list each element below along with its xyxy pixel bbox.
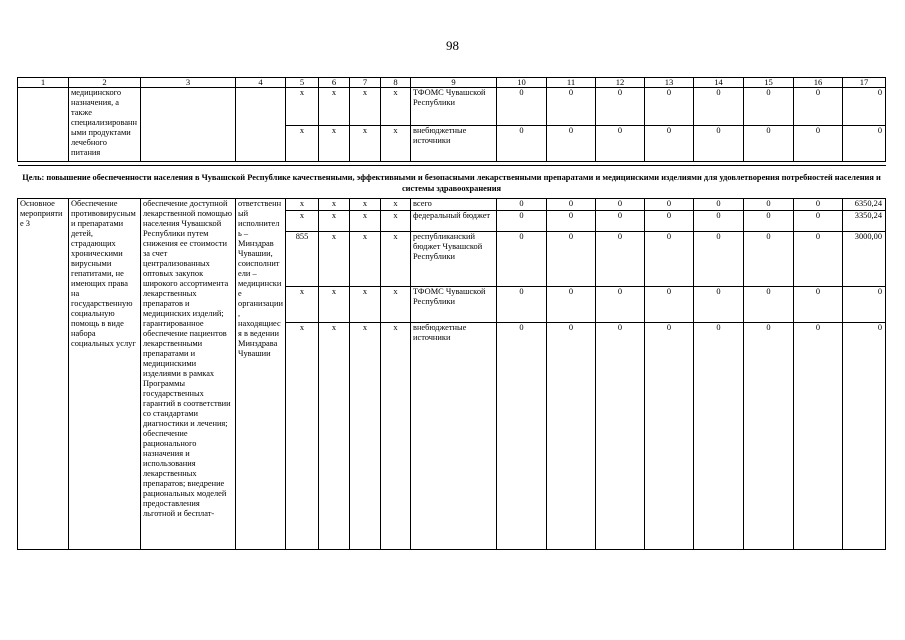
year-value-cell: 0	[547, 88, 596, 126]
column-number: 9	[411, 78, 497, 88]
year-value-cell: 0	[744, 88, 794, 126]
year-value-cell: 6350,24	[843, 199, 886, 211]
column-number: 2	[69, 78, 141, 88]
year-value-cell: 0	[547, 287, 596, 323]
activity-status-cell: Основное мероприятие 3	[18, 199, 69, 550]
column-number-row	[18, 78, 886, 88]
year-value-cell: 0	[694, 126, 744, 162]
budget-code-cell: x	[319, 323, 350, 550]
year-value-cell: 0	[497, 232, 547, 287]
column-number: 11	[547, 78, 596, 88]
column-number: 17	[843, 78, 886, 88]
year-value-cell: 0	[547, 323, 596, 550]
budget-code-cell: x	[350, 199, 381, 211]
funding-source-cell: ТФОМС Чувашской Республики	[411, 88, 497, 126]
budget-code-cell: x	[286, 287, 319, 323]
budget-code-cell: x	[319, 199, 350, 211]
budget-code-cell: x	[381, 323, 411, 550]
year-value-cell: 0	[843, 323, 886, 550]
year-value-cell: 0	[843, 287, 886, 323]
activity-name-cell: Обеспечение противовирусными препаратами детей, страдающих хроническими вирусными гепатитами, не имеющих права на государственную социальную помощь в виде набора социальных услуг	[69, 199, 141, 550]
year-value-cell: 0	[694, 199, 744, 211]
budget-code-cell: x	[286, 126, 319, 162]
year-value-cell: 0	[497, 211, 547, 232]
year-value-cell: 0	[596, 232, 645, 287]
year-value-cell: 0	[794, 126, 843, 162]
funding-source-cell: республиканский бюджет Чувашской Республики	[411, 232, 497, 287]
budget-code-cell: x	[350, 323, 381, 550]
budget-code-cell: x	[319, 211, 350, 232]
column-number: 6	[319, 78, 350, 88]
year-value-cell: 0	[596, 323, 645, 550]
budget-code-cell: x	[350, 287, 381, 323]
budget-code-cell: x	[350, 232, 381, 287]
column-number: 14	[694, 78, 744, 88]
column-number: 10	[497, 78, 547, 88]
budget-code-cell: x	[381, 199, 411, 211]
budget-code-cell: x	[319, 126, 350, 162]
budget-code-cell: x	[286, 323, 319, 550]
budget-code-cell: x	[286, 88, 319, 126]
year-value-cell: 0	[645, 126, 694, 162]
year-value-cell: 0	[694, 287, 744, 323]
year-value-cell: 0	[497, 287, 547, 323]
budget-code-cell: 855	[286, 232, 319, 287]
executor-cell: ответственный исполнитель – Минздрав Чувашии, соисполнители – медицинские организации, находящиеся в ведении Минздрава Чувашии	[236, 199, 286, 550]
column-number: 7	[350, 78, 381, 88]
funding-source-cell: внебюджетные источники	[411, 323, 497, 550]
funding-source-cell: федеральный бюджет	[411, 211, 497, 232]
year-value-cell: 0	[596, 287, 645, 323]
column-number: 15	[744, 78, 794, 88]
funding-source-cell: всего	[411, 199, 497, 211]
funding-source-cell: внебюджетные источники	[411, 126, 497, 162]
year-value-cell: 0	[547, 232, 596, 287]
budget-code-cell: x	[319, 232, 350, 287]
year-value-cell: 0	[497, 323, 547, 550]
budget-code-cell: x	[350, 88, 381, 126]
year-value-cell: 0	[497, 199, 547, 211]
year-value-cell: 0	[645, 88, 694, 126]
executor-cell-empty	[236, 88, 286, 162]
year-value-cell: 0	[794, 232, 843, 287]
year-value-cell: 0	[596, 211, 645, 232]
budget-code-cell: x	[350, 211, 381, 232]
year-value-cell: 0	[596, 88, 645, 126]
year-value-cell: 0	[744, 287, 794, 323]
year-value-cell: 0	[794, 323, 843, 550]
year-value-cell: 0	[794, 199, 843, 211]
year-value-cell: 0	[497, 126, 547, 162]
year-value-cell: 0	[843, 126, 886, 162]
budget-code-cell: x	[381, 211, 411, 232]
year-value-cell: 0	[744, 211, 794, 232]
budget-code-cell: x	[381, 287, 411, 323]
column-number: 5	[286, 78, 319, 88]
budget-code-cell: x	[286, 199, 319, 211]
year-value-cell: 3000,00	[843, 232, 886, 287]
budget-code-cell: x	[381, 232, 411, 287]
year-value-cell: 0	[744, 232, 794, 287]
expected-result-cell: обеспечение доступной лекарственной помощью населения Чувашской Республики путем снижения ее стоимости за счет централизованных оптовых закупок широкого ассортимента лекарственных препаратов и медицинских изделий; гарантированное обеспечение пациентов лекарственными препаратами и медицинскими изделиями в рамках Программы государственных гарантий в соответствии со стандартами диагностики и лечения; обеспечение рационального назначения и использования лекарственных препаратов; внедрение рациональных моделей предоставления льготной и бесплат-	[141, 199, 236, 550]
budget-code-cell: x	[319, 287, 350, 323]
column-number: 8	[381, 78, 411, 88]
page-number: 98	[446, 38, 459, 53]
activity-cell-empty	[18, 88, 69, 162]
year-value-cell: 0	[794, 88, 843, 126]
budget-code-cell: x	[350, 126, 381, 162]
year-value-cell: 0	[694, 232, 744, 287]
column-number: 16	[794, 78, 843, 88]
year-value-cell: 0	[744, 126, 794, 162]
column-number: 1	[18, 78, 69, 88]
budget-code-cell: x	[286, 211, 319, 232]
program-table	[17, 77, 886, 550]
year-value-cell: 0	[694, 88, 744, 126]
year-value-cell: 0	[843, 88, 886, 126]
year-value-cell: 0	[596, 199, 645, 211]
column-number: 4	[236, 78, 286, 88]
funding-row	[18, 88, 886, 126]
year-value-cell: 0	[497, 88, 547, 126]
year-value-cell: 0	[645, 287, 694, 323]
column-number: 13	[645, 78, 694, 88]
year-value-cell: 0	[794, 211, 843, 232]
year-value-cell: 0	[744, 199, 794, 211]
funding-row	[18, 199, 886, 211]
budget-code-cell: x	[319, 88, 350, 126]
goal-text: Цель: повышение обеспеченности населения в Чувашской Республике качественными, эффективными и безопасными лекарственными препаратами и медицинскими изделиями для удовлетворения потребностей населения и системы здравоохранения	[22, 173, 881, 193]
year-value-cell: 3350,24	[843, 211, 886, 232]
funding-source-cell: ТФОМС Чувашской Республики	[411, 287, 497, 323]
budget-code-cell: x	[381, 88, 411, 126]
year-value-cell: 0	[645, 211, 694, 232]
budget-code-cell: x	[381, 126, 411, 162]
year-value-cell: 0	[645, 199, 694, 211]
goal-row	[18, 166, 886, 199]
year-value-cell: 0	[694, 211, 744, 232]
column-number: 3	[141, 78, 236, 88]
year-value-cell: 0	[547, 199, 596, 211]
activity-name-cell: медицинского назначения, а также специализированными продуктами лечебного питания	[69, 88, 141, 162]
year-value-cell: 0	[744, 323, 794, 550]
year-value-cell: 0	[794, 287, 843, 323]
year-value-cell: 0	[694, 323, 744, 550]
expected-result-cell-empty	[141, 88, 236, 162]
year-value-cell: 0	[645, 232, 694, 287]
year-value-cell: 0	[547, 126, 596, 162]
year-value-cell: 0	[645, 323, 694, 550]
year-value-cell: 0	[547, 211, 596, 232]
year-value-cell: 0	[596, 126, 645, 162]
column-number: 12	[596, 78, 645, 88]
